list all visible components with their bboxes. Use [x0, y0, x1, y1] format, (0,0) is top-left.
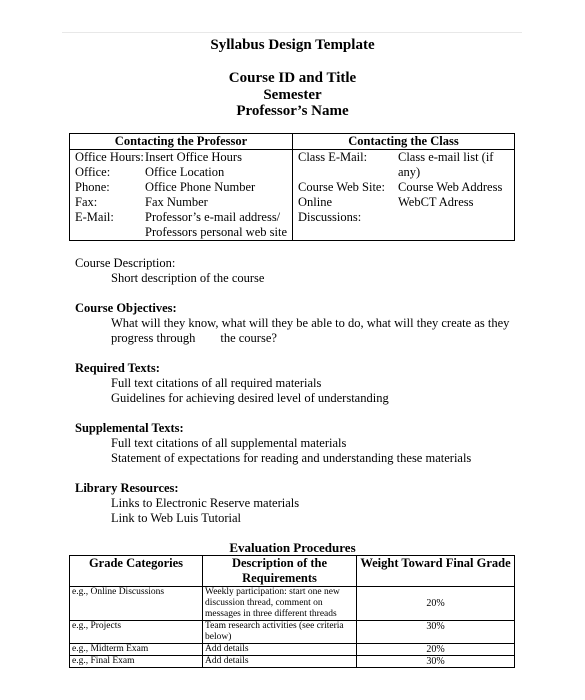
section-item: Short description of the course [111, 271, 265, 285]
grade-weight: 30% [357, 656, 515, 668]
table-row [70, 621, 515, 644]
grade-category: e.g., Online Discussions [70, 587, 203, 621]
library-resources-section [75, 481, 299, 526]
top-rule [62, 32, 522, 33]
grade-weight: 30% [357, 621, 515, 644]
eval-header-description: Description of the Requirements [203, 556, 357, 587]
section-heading: Course Objectives: [75, 301, 177, 315]
requirement-description: Team research activities (see criteria below) [203, 621, 357, 644]
eval-header-category: Grade Categories [70, 556, 203, 587]
grade-category: e.g., Projects [70, 621, 203, 644]
evaluation-table [69, 555, 515, 668]
contact-row: Online Discussions: WebCT Adress [298, 195, 474, 224]
contact-row: Phone: Office Phone Number [75, 180, 256, 194]
contact-class-header: Contacting the Class [293, 134, 515, 150]
grade-weight: 20% [357, 644, 515, 656]
grade-category: e.g., Midterm Exam [70, 644, 203, 656]
section-heading: Supplemental Texts: [75, 421, 184, 435]
table-row [70, 587, 515, 621]
semester: Semester [263, 87, 322, 103]
section-item: Links to Electronic Reserve materials [111, 496, 300, 510]
section-item: Link to Web Luis Tutorial [111, 511, 242, 525]
requirement-description: Add details [203, 656, 357, 668]
section-item: Statement of expectations for reading and understanding these materials [111, 451, 472, 465]
evaluation-title: Evaluation Procedures [229, 540, 356, 555]
section-heading: Required Texts: [75, 361, 160, 375]
document-title: Syllabus Design Template [210, 37, 375, 53]
requirement-description: Weekly participation: start one new discussion thread, comment on messages in three different threads [203, 587, 357, 621]
section-heading: Course Description: [75, 256, 176, 270]
section-item: Full text citations of all supplemental materials [111, 436, 347, 450]
grade-category: e.g., Final Exam [70, 656, 203, 668]
grade-weight: 20% [357, 587, 515, 621]
supplemental-texts-section [75, 421, 471, 466]
contact-row: Fax: Fax Number [75, 195, 208, 209]
contact-row: Class E-Mail: Class e-mail list (if any) [298, 150, 494, 179]
eval-header-weight: Weight Toward Final Grade [357, 556, 515, 587]
required-texts-section [75, 361, 389, 406]
contact-row: Office Hours: Insert Office Hours [75, 150, 242, 164]
contact-row: Course Web Site: Course Web Address [298, 180, 503, 194]
course-id-title: Course ID and Title [228, 70, 357, 86]
requirement-description: Add details [203, 644, 357, 656]
professor-name: Professor’s Name [236, 103, 349, 119]
course-description-section [75, 256, 264, 286]
section-item: Guidelines for achieving desired level of understanding [111, 391, 389, 405]
table-row [70, 644, 515, 656]
contact-table [69, 133, 515, 241]
section-item: What will they know, what will they be able to do, what will they create as they progress through the course? [111, 316, 513, 345]
contact-row: E-Mail: Professor’s e-mail address/ Professors personal web site [75, 210, 287, 239]
course-objectives-section [75, 301, 515, 346]
professor-contact-cell [70, 150, 293, 241]
table-row [70, 656, 515, 668]
class-contact-cell [293, 150, 515, 241]
section-item: Full text citations of all required materials [111, 376, 322, 390]
section-heading: Library Resources: [75, 481, 179, 495]
contact-row: Office: Office Location [75, 165, 225, 179]
contact-professor-header: Contacting the Professor [70, 134, 293, 150]
